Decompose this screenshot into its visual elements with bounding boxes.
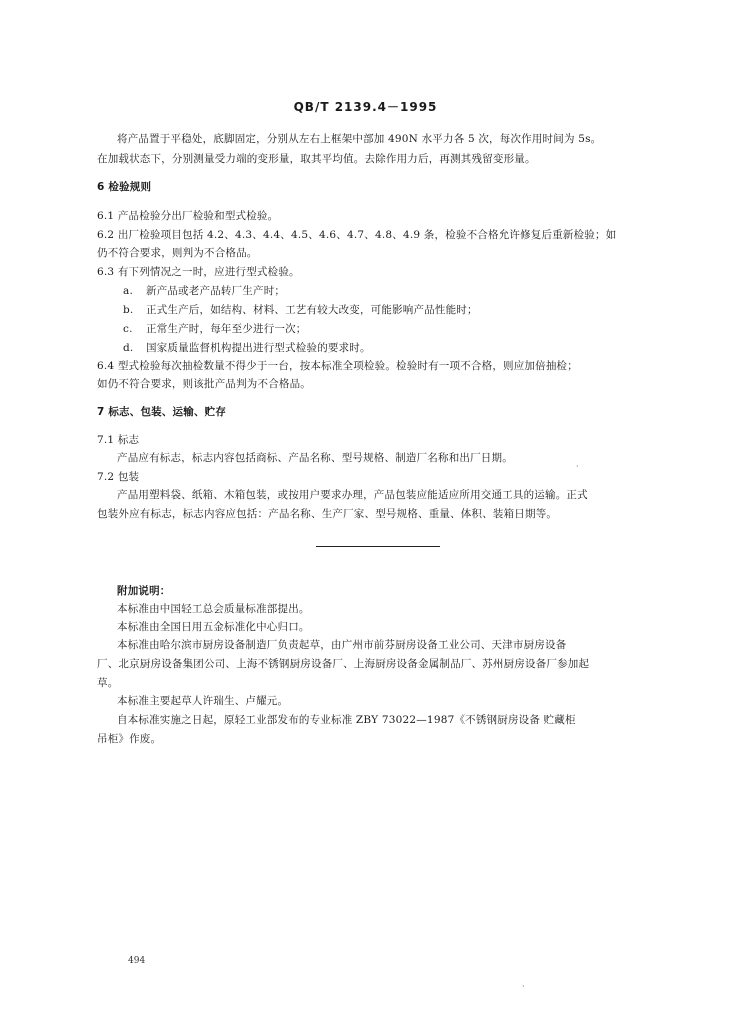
clause-7-1: 7.1 标志	[97, 434, 140, 446]
page-number: 494	[128, 956, 146, 966]
section-7-title: 7 标志、包装、运输、贮存	[97, 406, 227, 418]
note-title: 附加说明：	[117, 585, 171, 597]
list-item-mark: a.	[123, 285, 133, 297]
clause-6-2: 6.2 出厂检验项目包括 4.2、4.3、4.4、4.5、4.6、4.7、4.8、4.9 条，检验不合格允许修复后重新检验；如	[97, 229, 617, 241]
list-item: 正常生产时，每年至少进行一次；	[146, 323, 307, 335]
standard-header: QB/T 2139.4－1995	[293, 100, 438, 114]
note-line: 本标准由哈尔滨市厨房设备制造厂负责起草，由广州市前芬厨房设备工业公司、天津市厨房设备	[117, 639, 567, 651]
clause-6-2-cont: 仍不符合要求，则判为不合格品。	[97, 247, 258, 259]
list-item: 国家质量监督机构提出进行型式检验的要求时。	[146, 342, 371, 354]
list-item-mark: d.	[123, 342, 134, 354]
note-line: 吊柜》作废。	[97, 733, 162, 745]
clause-6-1: 6.1 产品检验分出厂检验和型式检验。	[97, 210, 279, 222]
clause-6-3: 6.3 有下列情况之一时，应进行型式检验。	[97, 266, 300, 278]
paragraph-line: 将产品置于平稳处，底脚固定，分别从左右上框架中部加 490N 水平力各 5 次，每次作用时间为 5s。	[117, 133, 602, 145]
scan-speck: ·	[576, 462, 579, 471]
end-rule	[316, 546, 440, 547]
list-item-mark: b.	[123, 304, 134, 316]
clause-7-2: 7.2 包装	[97, 471, 140, 483]
note-line: 本标准主要起草人许瑞生、卢耀元。	[117, 695, 289, 707]
list-item: 新产品或老产品转厂生产时；	[146, 285, 286, 297]
clause-7-2-text-cont: 包装外应有标志，标志内容应包括：产品名称、生产厂家、型号规格、重量、体积、装箱日期等。	[97, 508, 558, 520]
note-line: 本标准由全国日用五金标准化中心归口。	[117, 621, 310, 633]
clause-7-1-text: 产品应有标志，标志内容包括商标、产品名称、型号规格、制造厂名称和出厂日期。	[117, 452, 513, 464]
list-item-mark: c.	[123, 323, 133, 335]
list-item: 正式生产后，如结构、材料、工艺有较大改变，可能影响产品性能时；	[146, 304, 478, 316]
note-line: 自本标准实施之日起，原轻工业部发布的专业标准 ZBY 73022—1987《不锈钢厨房设备 贮藏柜	[117, 714, 576, 726]
clause-6-4: 6.4 型式检验每次抽检数量不得少于一台，按本标准全项检验。检验时有一项不合格，则应加倍抽检；	[97, 360, 578, 372]
section-6-title: 6 检验规则	[97, 181, 152, 193]
clause-7-2-text: 产品用塑料袋、纸箱、木箱包装，或按用户要求办理，产品包装应能适应所用交通工具的运输。正式	[117, 489, 588, 501]
clause-6-4-cont: 如仍不符合要求，则该批产品判为不合格品。	[97, 378, 311, 390]
note-line: 厂、北京厨房设备集团公司、上海不锈钢厨房设备厂、上海厨房设备金属制品厂、苏州厨房设备厂参加起	[97, 658, 590, 670]
note-line: 本标准由中国轻工总会质量标准部提出。	[117, 603, 310, 615]
scan-speck: ·	[522, 982, 525, 991]
note-line: 草。	[97, 677, 119, 689]
paragraph-line: 在加载状态下，分别测量受力端的变形量，取其平均值。去除作用力后，再测其残留变形量。	[97, 153, 536, 165]
